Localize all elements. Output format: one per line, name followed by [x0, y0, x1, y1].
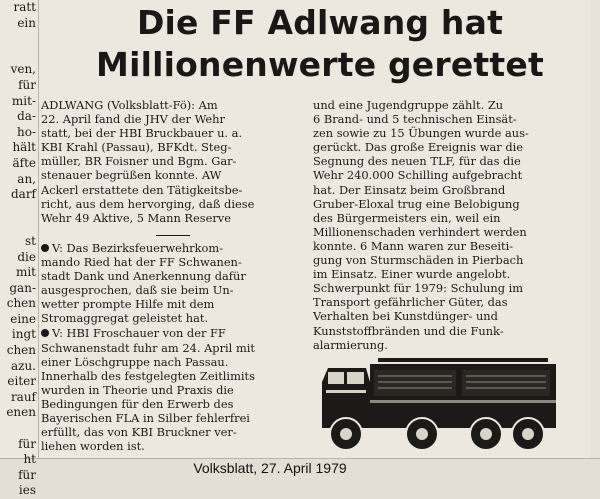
fragment-line: eiter	[7, 374, 36, 389]
text-line: Transport gefährlicher Güter, das	[313, 295, 508, 310]
fragment-line: chen	[6, 296, 36, 311]
fragment-line: azu.	[10, 358, 36, 373]
text-line: stadt Dank und Anerkennung dafür	[41, 269, 246, 284]
text-line: Ackerl erstattete den Tätigkeitsbe-	[41, 182, 243, 197]
fragment-line	[0, 218, 36, 234]
fragment-line: hält	[12, 140, 36, 155]
paragraph-2	[41, 241, 305, 326]
text-line: Schwerpunkt für 1979: Schulung im	[313, 281, 524, 296]
fragment-line: gan-	[9, 280, 36, 295]
paragraph-1	[41, 98, 305, 225]
fragment-line: darf	[10, 187, 36, 202]
text-line: erfüllt, das von KBI Bruckner ver-	[41, 425, 237, 440]
fragment-line: ies	[18, 483, 36, 498]
column-rule	[38, 0, 39, 458]
headline-line-2: Millionenwerte gerettet	[96, 45, 544, 84]
article-column-2	[313, 98, 557, 352]
fragment-line: ingt	[11, 327, 36, 342]
text-line: wetter prompte Hilfe mit dem	[41, 297, 215, 312]
text-line: V: HBI Froschauer von der FF	[41, 326, 305, 340]
fragment-line: für	[18, 436, 36, 451]
fragment-line: mit-	[11, 93, 36, 108]
bullet-icon	[41, 329, 49, 337]
text-line: gerückt. Das große Ereignis war die	[313, 140, 524, 155]
fragment-line	[0, 203, 36, 219]
text-line: hat. Der Einsatz beim Großbrand	[313, 182, 506, 197]
text-line: Schwanenstadt fuhr am 24. April mit	[41, 340, 255, 355]
text-line: gung von Sturmschäden in Pierbach	[313, 253, 524, 268]
headline-line-1: Die FF Adlwang hat	[136, 3, 504, 42]
fragment-line: chen	[6, 343, 36, 358]
text-line: konnte. 6 Mann waren zur Beseiti-	[313, 238, 514, 253]
text-line: 22. April fand die JHV der Wehr	[41, 112, 225, 127]
fragment-line: ven,	[10, 62, 36, 77]
text-line: liehen worden ist.	[41, 439, 145, 454]
text-line: Bayerischen FLA in Silber fehlerfrei	[41, 410, 250, 425]
fragment-line: st	[25, 233, 36, 248]
text-line: und eine Jugendgruppe zählt. Zu	[313, 98, 504, 112]
paragraph-column-2	[313, 98, 557, 352]
fragment-line: eine	[10, 311, 36, 326]
fragment-line: für	[18, 467, 36, 482]
text-line: alarmierung.	[313, 337, 388, 352]
text-line: Segnung des neuen TLF, für das die	[313, 154, 521, 169]
text-line: Verhalten bei Kunstdünger- und	[313, 309, 498, 324]
text-line: im Einsatz. Einer wurde angelobt.	[313, 267, 511, 282]
fragment-line	[0, 31, 36, 47]
fragment-line: äfte	[12, 155, 36, 170]
fragment-line: mit	[15, 265, 36, 280]
paragraph-divider	[156, 235, 190, 236]
image-caption: Volksblatt, 27. April 1979	[193, 460, 347, 476]
fragment-line	[0, 47, 36, 63]
text-line: Innerhalb des festgelegten Zeitlimits	[41, 368, 255, 383]
article-column-1	[41, 98, 305, 453]
text-line: wurden in Theorie und Praxis die	[41, 382, 234, 397]
fire-truck-illustration	[318, 346, 560, 454]
fragment-line: rauf	[10, 389, 36, 404]
fragment-line	[0, 421, 36, 437]
text-line: Wehr 49 Aktive, 5 Mann Reserve	[41, 210, 231, 225]
fragment-line: ein	[17, 15, 36, 30]
text-line: Wehr 240.000 Schilling aufgebracht	[313, 168, 523, 183]
text-line: Bedingungen für den Erwerb des	[41, 396, 234, 411]
text-line: Gruber-Eloxal trug eine Belobigung	[313, 196, 520, 211]
text-line: Millionenschaden verhindert werden	[313, 224, 527, 239]
text-line: mando Ried hat der FF Schwanen-	[41, 254, 242, 269]
text-line: KBI Krahl (Passau), BFKdt. Steg-	[41, 140, 232, 155]
text-line: ADLWANG (Volksblatt-Fö): Am	[41, 98, 218, 112]
fragment-line: ratt	[13, 0, 36, 14]
text-line: Kunststoffbränden und die Funk-	[313, 323, 504, 338]
text-line: 6 Brand- und 5 technischen Einsät-	[313, 112, 517, 127]
text-line: V: Das Bezirksfeuerwehrkom-	[41, 241, 305, 255]
text-line: stenauer begrüßen konnte. AW	[41, 168, 222, 183]
text-line: ausgesprochen, daß sie beim Un-	[41, 283, 234, 298]
article-headline	[44, 2, 596, 86]
text-line: einer Löschgruppe nach Passau.	[41, 354, 229, 369]
fragment-line: die	[17, 249, 36, 264]
fragment-line: enen	[6, 405, 36, 420]
text-line: statt, bei der HBI Bruckbauer u. a.	[41, 126, 243, 141]
page-edge	[590, 0, 600, 458]
text-line: zen sowie zu 15 Übungen wurde aus-	[313, 126, 529, 141]
fragment-line: ho-	[16, 124, 36, 139]
fragment-line: ht	[23, 452, 36, 467]
text-line: Stromaggregat geleistet hat.	[41, 311, 209, 326]
text-line: des Bürgermeisters ein, weil ein	[313, 210, 501, 225]
bullet-icon	[41, 244, 49, 252]
paragraph-3	[41, 326, 305, 453]
adjacent-column-fragment	[0, 0, 36, 498]
fragment-line: da-	[17, 109, 36, 124]
text-line: richt, aus dem hervorging, daß diese	[41, 196, 255, 211]
fragment-line: für	[18, 77, 36, 92]
fragment-line: an,	[17, 171, 36, 186]
text-line: müller, BR Foisner und Bgm. Gar-	[41, 154, 237, 169]
